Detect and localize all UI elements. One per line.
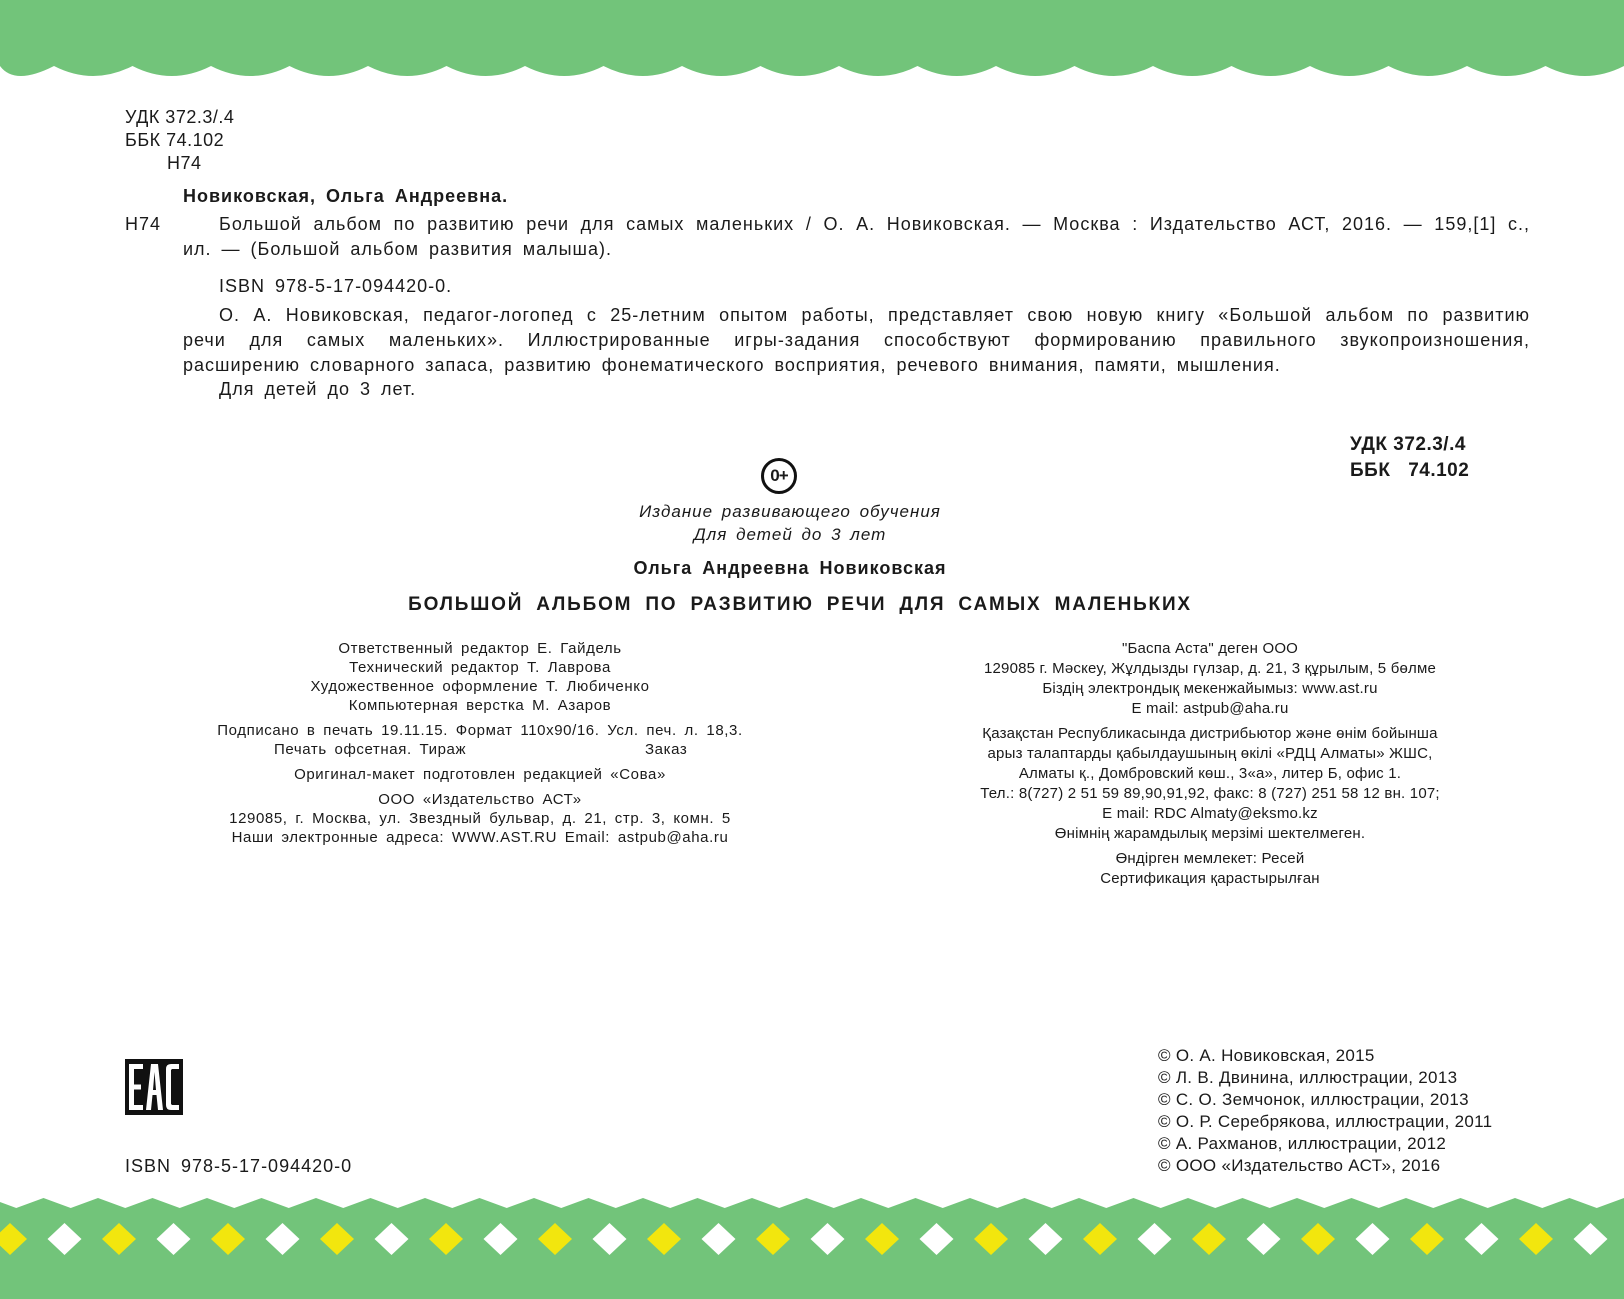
edition-audience-line: Для детей до 3 лет: [693, 525, 887, 544]
technical-editor: Технический редактор Т. Лаврова: [349, 659, 611, 676]
kz-email: E mail: astpub@aha.ru: [1131, 700, 1289, 717]
author-mark: Н74: [167, 153, 202, 173]
imprint-right: [940, 639, 1480, 889]
kz-certification: Сертификация қарастырылған: [1100, 870, 1320, 887]
order-label: Заказ: [645, 741, 688, 758]
isbn-bottom: ISBN 978-5-17-094420-0: [125, 1156, 353, 1176]
card-author: Новиковская, Ольга Андреевна.: [183, 186, 509, 206]
print-type: Печать офсетная. Тираж: [274, 741, 467, 758]
imprint-left: [170, 639, 790, 847]
author-full-name: Ольга Андреевна Новиковская: [633, 558, 947, 578]
card-author-mark: Н74: [125, 214, 162, 234]
responsible-editor: Ответственный редактор Е. Гайдель: [338, 640, 622, 657]
publisher-emails: Наши электронные адреса: WWW.AST.RU Email: astpub@aha.ru: [231, 829, 729, 846]
card-description: Большой альбом по развитию речи для самых маленьких / О. А. Новиковская. — Москва : Издательство АСТ, 2016. — 159,[1] с., ил. — (Большой альбом развития малыша).: [183, 214, 1530, 259]
udk-code: УДК 372.3/.4: [125, 107, 235, 127]
kz-address: 129085 г. Мәскеу, Жұлдызды гүлзар, д. 21, 3 құрылым, 5 бөлме: [983, 660, 1437, 677]
kz-distributor-1: Қазақстан Республикасында дистрибьютор және өнім бойынша: [982, 725, 1438, 742]
kz-publisher: "Баспа Аста" деген ООО: [1121, 640, 1299, 657]
catalog-codes-top: [125, 106, 234, 175]
kz-distributor-address: Алматы қ., Домбровский көш., 3«а», литер Б, офис 1.: [1018, 765, 1402, 782]
copyright-line: © О. А. Новиковская, 2015: [1158, 1046, 1375, 1065]
print-run-row: [170, 740, 790, 759]
top-wavy-border: [0, 0, 1624, 90]
art-design: Художественное оформление Т. Любиченко: [310, 678, 650, 695]
kz-phone: Тел.: 8(727) 2 51 59 89,90,91,92, факс: 8 (727) 251 58 12 вн. 107;: [980, 785, 1440, 802]
udk-code-right: УДК 372.3/.4: [1350, 434, 1466, 455]
kz-country: Өндірген мемлекет: Ресей: [1115, 850, 1305, 867]
catalog-codes-right: [1350, 432, 1530, 484]
top-wave-shape: [0, 0, 1624, 76]
bbk-code: ББК 74.102: [125, 130, 225, 150]
copyright-line: © Л. В. Двинина, иллюстрации, 2013: [1158, 1068, 1458, 1087]
edition-type: [440, 500, 1140, 546]
copyright-line: © С. О. Земчонок, иллюстрации, 2013: [1158, 1090, 1469, 1109]
publisher-name: ООО «Издательство АСТ»: [378, 791, 582, 808]
eac-certification-icon: [125, 1059, 183, 1115]
signed-to-print: Подписано в печать 19.11.15. Формат 110x90/16. Усл. печ. л. 18,3.: [217, 722, 743, 739]
edition-type-line: Издание развивающего обучения: [639, 502, 941, 521]
computer-layout: Компьютерная верстка М. Азаров: [348, 697, 612, 714]
card-annotation: О. А. Новиковская, педагог-логопед с 25-летним опытом работы, представляет свою новую книгу «Большой альбом по развитию речи для самых маленьких». Иллюстрированные игры-задания способствуют формированию правильного звукопроизношения, расширению словарного запаса, развитию фонематического восприятия, речевого внимания, памяти, мышления.: [183, 305, 1530, 375]
copyright-line: © ООО «Издательство АСТ», 2016: [1158, 1156, 1441, 1175]
bbk-code-right: ББК 74.102: [1350, 460, 1470, 481]
original-layout-credit: Оригинал-макет подготовлен редакцией «Сова»: [294, 766, 666, 783]
age-rating-badge: 0+: [761, 458, 797, 494]
kz-web: Біздің электрондық мекенжайымыз: www.ast.ru: [1042, 680, 1378, 697]
kz-distributor-2: арыз талаптарды қабылдаушының өкілі «РДЦ Алматы» ЖШС,: [987, 745, 1433, 762]
bottom-pattern-border: [0, 1190, 1624, 1299]
copyright-line: © А. Рахманов, иллюстрации, 2012: [1158, 1134, 1447, 1153]
publisher-address: 129085, г. Москва, ул. Звездный бульвар, д. 21, стр. 3, комн. 5: [229, 810, 731, 827]
book-title: БОЛЬШОЙ АЛЬБОМ ПО РАЗВИТИЮ РЕЧИ ДЛЯ САМЫХ МАЛЕНЬКИХ: [408, 594, 1192, 615]
card-audience: Для детей до 3 лет.: [219, 379, 417, 399]
copyright-list: [1158, 1045, 1492, 1177]
kz-shelf-life: Өнімнің жарамдылық мерзімі шектелмеген.: [1054, 825, 1366, 842]
kz-distributor-email: E mail: RDC Almaty@eksmo.kz: [1102, 805, 1318, 822]
card-isbn: ISBN 978-5-17-094420-0.: [219, 276, 453, 296]
copyright-line: © О. Р. Серебрякова, иллюстрации, 2011: [1158, 1112, 1493, 1131]
